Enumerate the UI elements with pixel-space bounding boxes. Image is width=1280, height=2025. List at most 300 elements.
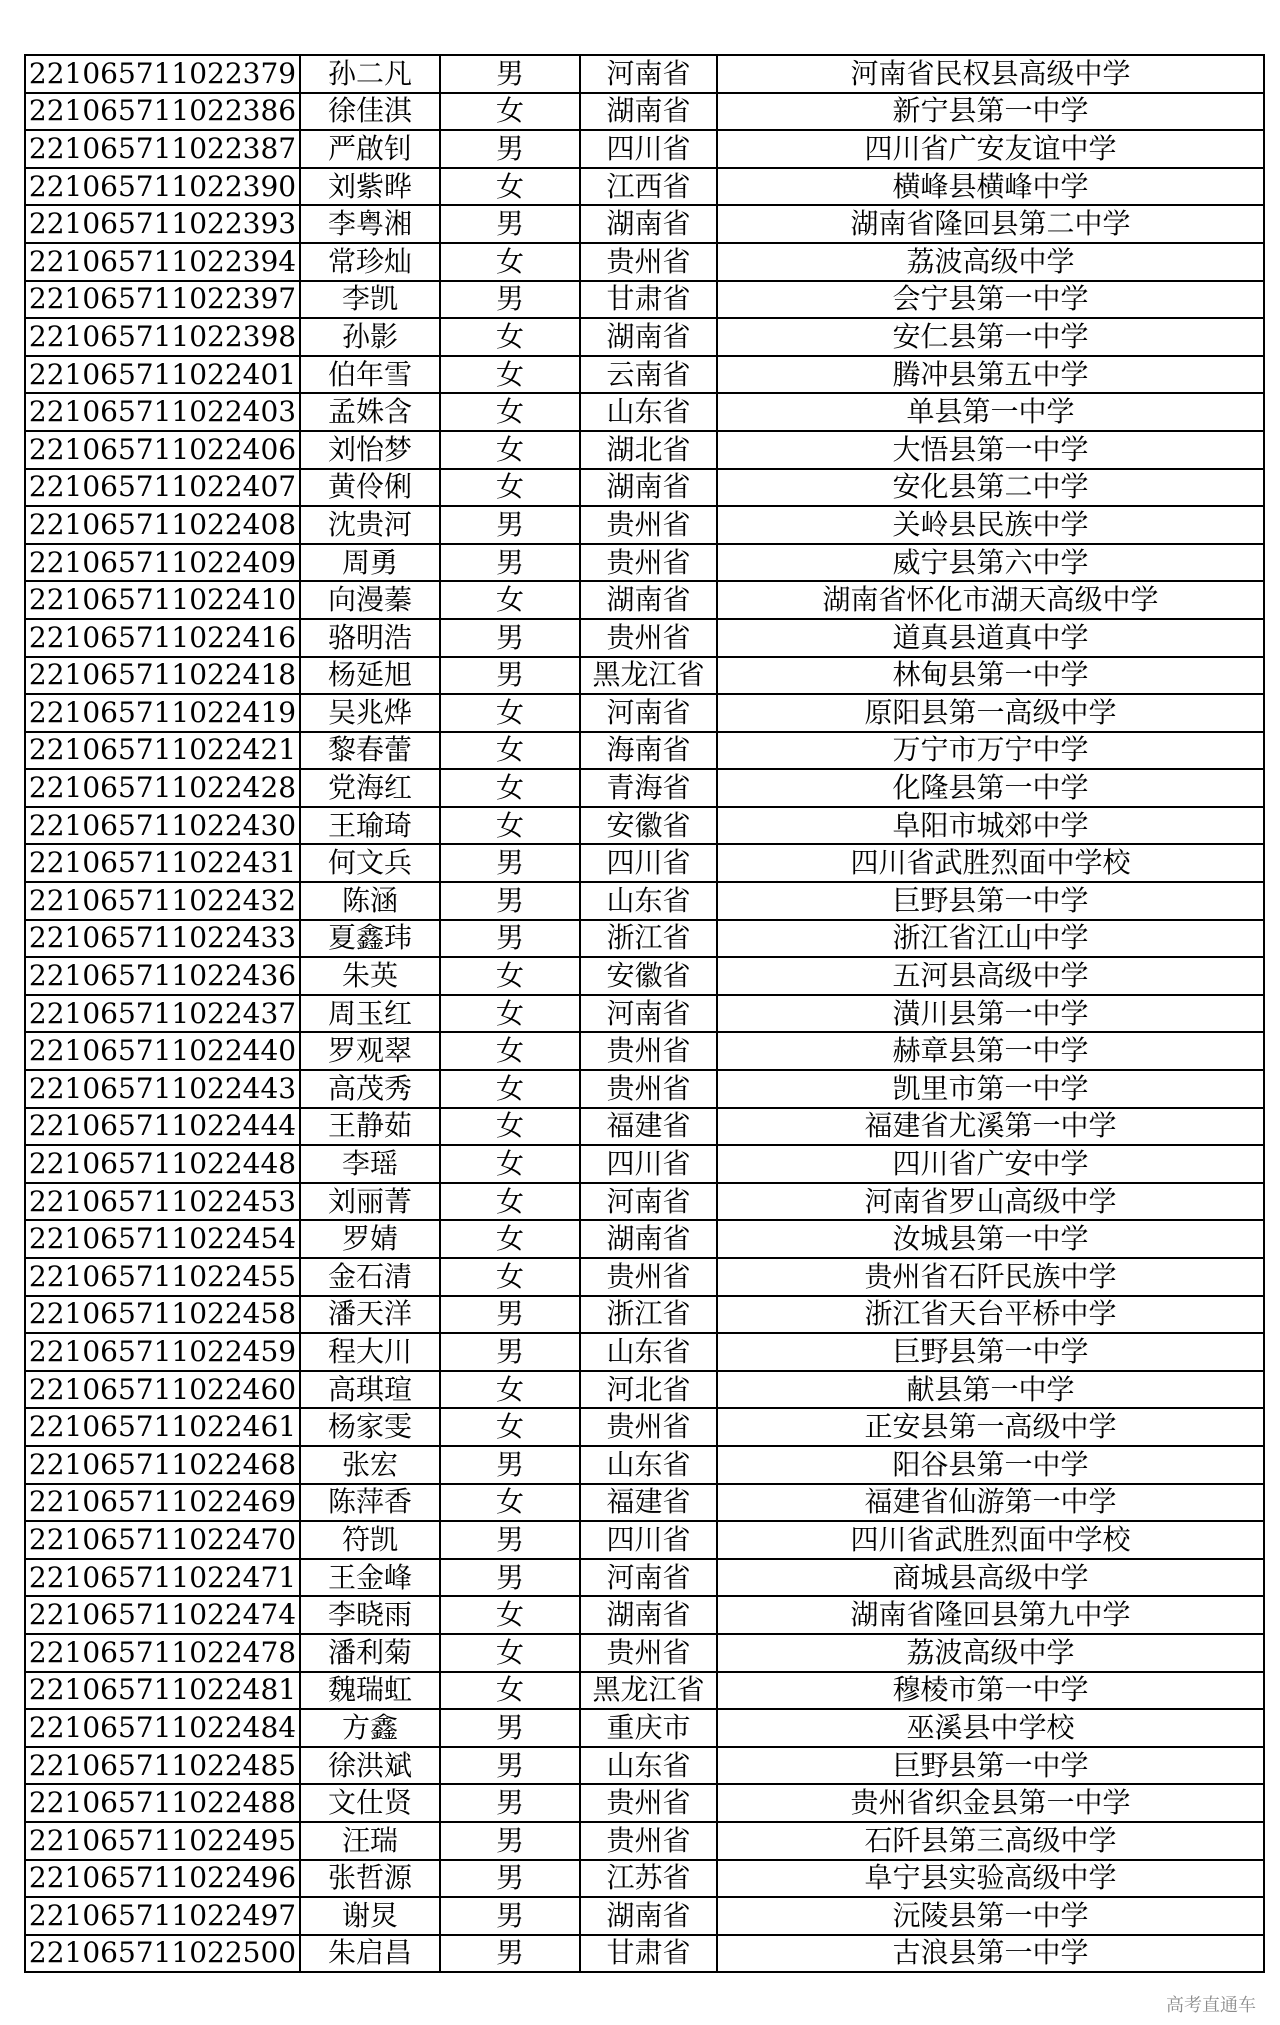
student-name-cell: 朱英 [300, 957, 440, 995]
province-cell: 重庆市 [580, 1709, 717, 1747]
table-row [25, 1032, 1264, 1070]
province-cell: 湖南省 [580, 1897, 717, 1935]
gender-cell: 女 [440, 957, 580, 995]
candidate-id-cell: 221065711022455 [25, 1258, 300, 1296]
student-name-cell: 罗婧 [300, 1220, 440, 1258]
student-name-cell: 高茂秀 [300, 1070, 440, 1108]
candidate-id-cell: 221065711022403 [25, 393, 300, 431]
province-cell: 贵州省 [580, 544, 717, 582]
province-cell: 山东省 [580, 393, 717, 431]
school-cell: 河南省民权县高级中学 [717, 55, 1264, 93]
province-cell: 福建省 [580, 1108, 717, 1146]
province-cell: 湖南省 [580, 318, 717, 356]
gender-cell: 女 [440, 1220, 580, 1258]
student-name-cell: 张哲源 [300, 1860, 440, 1898]
province-cell: 海南省 [580, 732, 717, 770]
candidate-id-cell: 221065711022460 [25, 1371, 300, 1409]
table-row [25, 1446, 1264, 1484]
school-cell: 献县第一中学 [717, 1371, 1264, 1409]
student-name-cell: 骆明浩 [300, 619, 440, 657]
student-name-cell: 杨家雯 [300, 1408, 440, 1446]
student-name-cell: 李晓雨 [300, 1596, 440, 1634]
province-cell: 湖南省 [580, 581, 717, 619]
province-cell: 四川省 [580, 1145, 717, 1183]
province-cell: 河南省 [580, 1183, 717, 1221]
school-cell: 化隆县第一中学 [717, 769, 1264, 807]
student-name-cell: 黎春蕾 [300, 732, 440, 770]
candidate-id-cell: 221065711022394 [25, 243, 300, 281]
gender-cell: 男 [440, 506, 580, 544]
school-cell: 新宁县第一中学 [717, 93, 1264, 131]
school-cell: 阜宁县实验高级中学 [717, 1860, 1264, 1898]
student-name-cell: 向漫蓁 [300, 581, 440, 619]
school-cell: 腾冲县第五中学 [717, 356, 1264, 394]
province-cell: 贵州省 [580, 1822, 717, 1860]
school-cell: 安化县第二中学 [717, 469, 1264, 507]
school-cell: 赫章县第一中学 [717, 1032, 1264, 1070]
school-cell: 荔波高级中学 [717, 1634, 1264, 1672]
gender-cell: 女 [440, 1484, 580, 1522]
school-cell: 会宁县第一中学 [717, 281, 1264, 319]
table-row [25, 807, 1264, 845]
gender-cell: 女 [440, 807, 580, 845]
province-cell: 四川省 [580, 130, 717, 168]
table-row [25, 995, 1264, 1033]
school-cell: 横峰县横峰中学 [717, 168, 1264, 206]
student-name-cell: 刘丽菁 [300, 1183, 440, 1221]
table-row [25, 469, 1264, 507]
province-cell: 河南省 [580, 694, 717, 732]
table-row [25, 1108, 1264, 1146]
gender-cell: 女 [440, 356, 580, 394]
candidate-id-cell: 221065711022421 [25, 732, 300, 770]
table-row [25, 55, 1264, 93]
gender-cell: 男 [440, 281, 580, 319]
candidate-id-cell: 221065711022468 [25, 1446, 300, 1484]
school-cell: 四川省广安友谊中学 [717, 130, 1264, 168]
watermark-text: 高考直通车 [1166, 1995, 1256, 2016]
gender-cell: 女 [440, 168, 580, 206]
table-row [25, 957, 1264, 995]
candidate-id-cell: 221065711022478 [25, 1634, 300, 1672]
table-row [25, 1145, 1264, 1183]
student-name-cell: 王金峰 [300, 1559, 440, 1597]
school-cell: 巨野县第一中学 [717, 1747, 1264, 1785]
student-name-cell: 孟姝含 [300, 393, 440, 431]
school-cell: 安仁县第一中学 [717, 318, 1264, 356]
school-cell: 石阡县第三高级中学 [717, 1822, 1264, 1860]
province-cell: 贵州省 [580, 1408, 717, 1446]
student-name-cell: 严啟钊 [300, 130, 440, 168]
table-row [25, 393, 1264, 431]
candidate-id-cell: 221065711022401 [25, 356, 300, 394]
gender-cell: 男 [440, 1521, 580, 1559]
table-row [25, 1371, 1264, 1409]
gender-cell: 女 [440, 581, 580, 619]
gender-cell: 男 [440, 55, 580, 93]
student-name-cell: 沈贵河 [300, 506, 440, 544]
candidate-id-cell: 221065711022408 [25, 506, 300, 544]
student-name-cell: 符凯 [300, 1521, 440, 1559]
table-row [25, 356, 1264, 394]
gender-cell: 女 [440, 1596, 580, 1634]
gender-cell: 女 [440, 769, 580, 807]
candidate-id-cell: 221065711022431 [25, 844, 300, 882]
gender-cell: 女 [440, 1672, 580, 1710]
school-cell: 威宁县第六中学 [717, 544, 1264, 582]
school-cell: 阜阳市城郊中学 [717, 807, 1264, 845]
candidate-id-cell: 221065711022488 [25, 1784, 300, 1822]
school-cell: 浙江省江山中学 [717, 920, 1264, 958]
school-cell: 巨野县第一中学 [717, 1333, 1264, 1371]
table-row [25, 732, 1264, 770]
candidate-id-cell: 221065711022436 [25, 957, 300, 995]
province-cell: 山东省 [580, 1747, 717, 1785]
student-name-cell: 谢炅 [300, 1897, 440, 1935]
candidate-id-cell: 221065711022432 [25, 882, 300, 920]
province-cell: 贵州省 [580, 1258, 717, 1296]
gender-cell: 女 [440, 1634, 580, 1672]
province-cell: 贵州省 [580, 1634, 717, 1672]
candidate-id-cell: 221065711022459 [25, 1333, 300, 1371]
gender-cell: 男 [440, 1935, 580, 1973]
student-name-cell: 李瑶 [300, 1145, 440, 1183]
gender-cell: 男 [440, 882, 580, 920]
student-name-cell: 潘利菊 [300, 1634, 440, 1672]
province-cell: 贵州省 [580, 1784, 717, 1822]
gender-cell: 男 [440, 1333, 580, 1371]
table-row [25, 1935, 1264, 1973]
student-name-cell: 周勇 [300, 544, 440, 582]
candidate-id-cell: 221065711022470 [25, 1521, 300, 1559]
school-cell: 贵州省石阡民族中学 [717, 1258, 1264, 1296]
province-cell: 河南省 [580, 1559, 717, 1597]
student-name-cell: 夏鑫玮 [300, 920, 440, 958]
table-row [25, 920, 1264, 958]
student-name-cell: 罗观翠 [300, 1032, 440, 1070]
gender-cell: 女 [440, 1108, 580, 1146]
province-cell: 安徽省 [580, 957, 717, 995]
student-name-cell: 常珍灿 [300, 243, 440, 281]
gender-cell: 女 [440, 469, 580, 507]
candidate-id-cell: 221065711022409 [25, 544, 300, 582]
school-cell: 林甸县第一中学 [717, 657, 1264, 695]
gender-cell: 男 [440, 844, 580, 882]
student-name-cell: 李粤湘 [300, 205, 440, 243]
school-cell: 单县第一中学 [717, 393, 1264, 431]
table-row [25, 1220, 1264, 1258]
school-cell: 巨野县第一中学 [717, 882, 1264, 920]
table-row [25, 1822, 1264, 1860]
candidate-id-cell: 221065711022474 [25, 1596, 300, 1634]
table-row [25, 1333, 1264, 1371]
province-cell: 安徽省 [580, 807, 717, 845]
candidate-id-cell: 221065711022430 [25, 807, 300, 845]
student-name-cell: 汪瑞 [300, 1822, 440, 1860]
table-row [25, 1559, 1264, 1597]
table-row [25, 1634, 1264, 1672]
table-row [25, 130, 1264, 168]
candidate-id-cell: 221065711022485 [25, 1747, 300, 1785]
table-row [25, 1484, 1264, 1522]
gender-cell: 男 [440, 1784, 580, 1822]
gender-cell: 男 [440, 130, 580, 168]
candidate-id-cell: 221065711022500 [25, 1935, 300, 1973]
table-row [25, 93, 1264, 131]
province-cell: 黑龙江省 [580, 1672, 717, 1710]
candidate-id-cell: 221065711022416 [25, 619, 300, 657]
province-cell: 河南省 [580, 995, 717, 1033]
school-cell: 福建省尤溪第一中学 [717, 1108, 1264, 1146]
province-cell: 甘肃省 [580, 1935, 717, 1973]
candidate-id-cell: 221065711022495 [25, 1822, 300, 1860]
school-cell: 汝城县第一中学 [717, 1220, 1264, 1258]
candidate-id-cell: 221065711022444 [25, 1108, 300, 1146]
gender-cell: 男 [440, 1709, 580, 1747]
student-name-cell: 王瑜琦 [300, 807, 440, 845]
student-name-cell: 陈涵 [300, 882, 440, 920]
student-name-cell: 何文兵 [300, 844, 440, 882]
student-name-cell: 伯年雪 [300, 356, 440, 394]
province-cell: 江苏省 [580, 1860, 717, 1898]
gender-cell: 男 [440, 205, 580, 243]
school-cell: 贵州省织金县第一中学 [717, 1784, 1264, 1822]
table-row [25, 318, 1264, 356]
gender-cell: 女 [440, 1258, 580, 1296]
province-cell: 浙江省 [580, 1296, 717, 1334]
candidate-id-cell: 221065711022497 [25, 1897, 300, 1935]
table-row [25, 1596, 1264, 1634]
student-name-cell: 徐佳淇 [300, 93, 440, 131]
student-name-cell: 朱启昌 [300, 1935, 440, 1973]
school-cell: 巫溪县中学校 [717, 1709, 1264, 1747]
candidate-id-cell: 221065711022390 [25, 168, 300, 206]
candidate-id-cell: 221065711022484 [25, 1709, 300, 1747]
candidate-id-cell: 221065711022454 [25, 1220, 300, 1258]
student-name-cell: 黄伶俐 [300, 469, 440, 507]
roster-table [24, 54, 1265, 1973]
candidate-id-cell: 221065711022428 [25, 769, 300, 807]
province-cell: 贵州省 [580, 619, 717, 657]
province-cell: 山东省 [580, 1446, 717, 1484]
candidate-id-cell: 221065711022471 [25, 1559, 300, 1597]
gender-cell: 女 [440, 1070, 580, 1108]
province-cell: 湖南省 [580, 93, 717, 131]
candidate-id-cell: 221065711022437 [25, 995, 300, 1033]
gender-cell: 女 [440, 243, 580, 281]
province-cell: 湖北省 [580, 431, 717, 469]
table-row [25, 431, 1264, 469]
candidate-id-cell: 221065711022393 [25, 205, 300, 243]
school-cell: 凯里市第一中学 [717, 1070, 1264, 1108]
gender-cell: 女 [440, 1408, 580, 1446]
school-cell: 荔波高级中学 [717, 243, 1264, 281]
candidate-id-cell: 221065711022458 [25, 1296, 300, 1334]
candidate-id-cell: 221065711022406 [25, 431, 300, 469]
table-row [25, 1183, 1264, 1221]
school-cell: 湖南省怀化市湖天高级中学 [717, 581, 1264, 619]
gender-cell: 男 [440, 1897, 580, 1935]
school-cell: 穆棱市第一中学 [717, 1672, 1264, 1710]
school-cell: 湖南省隆回县第二中学 [717, 205, 1264, 243]
table-row [25, 168, 1264, 206]
student-name-cell: 刘怡梦 [300, 431, 440, 469]
province-cell: 江西省 [580, 168, 717, 206]
province-cell: 浙江省 [580, 920, 717, 958]
province-cell: 福建省 [580, 1484, 717, 1522]
student-name-cell: 刘紫晔 [300, 168, 440, 206]
candidate-id-cell: 221065711022461 [25, 1408, 300, 1446]
student-name-cell: 高琪瑄 [300, 1371, 440, 1409]
school-cell: 河南省罗山高级中学 [717, 1183, 1264, 1221]
table-row [25, 769, 1264, 807]
school-cell: 万宁市万宁中学 [717, 732, 1264, 770]
table-row [25, 1296, 1264, 1334]
student-name-cell: 陈萍香 [300, 1484, 440, 1522]
candidate-id-cell: 221065711022410 [25, 581, 300, 619]
province-cell: 青海省 [580, 769, 717, 807]
gender-cell: 女 [440, 318, 580, 356]
gender-cell: 男 [440, 1446, 580, 1484]
candidate-id-cell: 221065711022433 [25, 920, 300, 958]
gender-cell: 女 [440, 1183, 580, 1221]
gender-cell: 男 [440, 1559, 580, 1597]
candidate-id-cell: 221065711022397 [25, 281, 300, 319]
gender-cell: 男 [440, 657, 580, 695]
province-cell: 黑龙江省 [580, 657, 717, 695]
province-cell: 甘肃省 [580, 281, 717, 319]
school-cell: 沅陵县第一中学 [717, 1897, 1264, 1935]
school-cell: 五河县高级中学 [717, 957, 1264, 995]
student-name-cell: 李凯 [300, 281, 440, 319]
gender-cell: 男 [440, 1860, 580, 1898]
candidate-id-cell: 221065711022440 [25, 1032, 300, 1070]
gender-cell: 女 [440, 1032, 580, 1070]
gender-cell: 男 [440, 1747, 580, 1785]
table-row [25, 581, 1264, 619]
school-cell: 四川省广安中学 [717, 1145, 1264, 1183]
province-cell: 云南省 [580, 356, 717, 394]
province-cell: 河南省 [580, 55, 717, 93]
table-row [25, 657, 1264, 695]
table-row [25, 1860, 1264, 1898]
province-cell: 湖南省 [580, 1596, 717, 1634]
table-row [25, 1258, 1264, 1296]
candidate-id-cell: 221065711022496 [25, 1860, 300, 1898]
school-cell: 关岭县民族中学 [717, 506, 1264, 544]
candidate-id-cell: 221065711022398 [25, 318, 300, 356]
student-name-cell: 徐洪斌 [300, 1747, 440, 1785]
candidate-id-cell: 221065711022443 [25, 1070, 300, 1108]
student-name-cell: 潘天洋 [300, 1296, 440, 1334]
province-cell: 贵州省 [580, 1032, 717, 1070]
student-name-cell: 杨延旭 [300, 657, 440, 695]
table-row [25, 544, 1264, 582]
student-name-cell: 党海红 [300, 769, 440, 807]
candidate-id-cell: 221065711022481 [25, 1672, 300, 1710]
table-row [25, 506, 1264, 544]
school-cell: 四川省武胜烈面中学校 [717, 844, 1264, 882]
province-cell: 河北省 [580, 1371, 717, 1409]
student-name-cell: 文仕贤 [300, 1784, 440, 1822]
school-cell: 原阳县第一高级中学 [717, 694, 1264, 732]
school-cell: 阳谷县第一中学 [717, 1446, 1264, 1484]
gender-cell: 男 [440, 619, 580, 657]
table-row [25, 1070, 1264, 1108]
school-cell: 湖南省隆回县第九中学 [717, 1596, 1264, 1634]
school-cell: 潢川县第一中学 [717, 995, 1264, 1033]
student-name-cell: 程大川 [300, 1333, 440, 1371]
school-cell: 大悟县第一中学 [717, 431, 1264, 469]
student-name-cell: 孙二凡 [300, 55, 440, 93]
candidate-id-cell: 221065711022418 [25, 657, 300, 695]
table-row [25, 619, 1264, 657]
student-name-cell: 方鑫 [300, 1709, 440, 1747]
province-cell: 贵州省 [580, 1070, 717, 1108]
student-name-cell: 孙影 [300, 318, 440, 356]
gender-cell: 女 [440, 393, 580, 431]
student-name-cell: 吴兆烨 [300, 694, 440, 732]
province-cell: 贵州省 [580, 243, 717, 281]
school-cell: 道真县道真中学 [717, 619, 1264, 657]
gender-cell: 男 [440, 544, 580, 582]
gender-cell: 男 [440, 1296, 580, 1334]
table-row [25, 882, 1264, 920]
table-row [25, 1897, 1264, 1935]
province-cell: 贵州省 [580, 506, 717, 544]
table-row [25, 205, 1264, 243]
candidate-id-cell: 221065711022386 [25, 93, 300, 131]
candidate-id-cell: 221065711022448 [25, 1145, 300, 1183]
student-name-cell: 周玉红 [300, 995, 440, 1033]
gender-cell: 男 [440, 920, 580, 958]
gender-cell: 男 [440, 1822, 580, 1860]
gender-cell: 女 [440, 431, 580, 469]
candidate-id-cell: 221065711022407 [25, 469, 300, 507]
candidate-id-cell: 221065711022419 [25, 694, 300, 732]
table-row [25, 1784, 1264, 1822]
student-name-cell: 魏瑞虹 [300, 1672, 440, 1710]
gender-cell: 女 [440, 732, 580, 770]
table-row [25, 694, 1264, 732]
student-name-cell: 张宏 [300, 1446, 440, 1484]
school-cell: 浙江省天台平桥中学 [717, 1296, 1264, 1334]
table-row [25, 844, 1264, 882]
province-cell: 四川省 [580, 844, 717, 882]
school-cell: 古浪县第一中学 [717, 1935, 1264, 1973]
student-name-cell: 王静茹 [300, 1108, 440, 1146]
gender-cell: 女 [440, 93, 580, 131]
gender-cell: 女 [440, 1371, 580, 1409]
school-cell: 四川省武胜烈面中学校 [717, 1521, 1264, 1559]
table-row [25, 281, 1264, 319]
candidate-id-cell: 221065711022387 [25, 130, 300, 168]
gender-cell: 女 [440, 995, 580, 1033]
table-row [25, 1408, 1264, 1446]
province-cell: 山东省 [580, 1333, 717, 1371]
school-cell: 福建省仙游第一中学 [717, 1484, 1264, 1522]
school-cell: 正安县第一高级中学 [717, 1408, 1264, 1446]
table-row [25, 1747, 1264, 1785]
province-cell: 四川省 [580, 1521, 717, 1559]
student-name-cell: 金石清 [300, 1258, 440, 1296]
candidate-id-cell: 221065711022379 [25, 55, 300, 93]
table-row [25, 1709, 1264, 1747]
candidate-id-cell: 221065711022469 [25, 1484, 300, 1522]
roster-body [25, 55, 1264, 1972]
school-cell: 商城县高级中学 [717, 1559, 1264, 1597]
province-cell: 湖南省 [580, 1220, 717, 1258]
